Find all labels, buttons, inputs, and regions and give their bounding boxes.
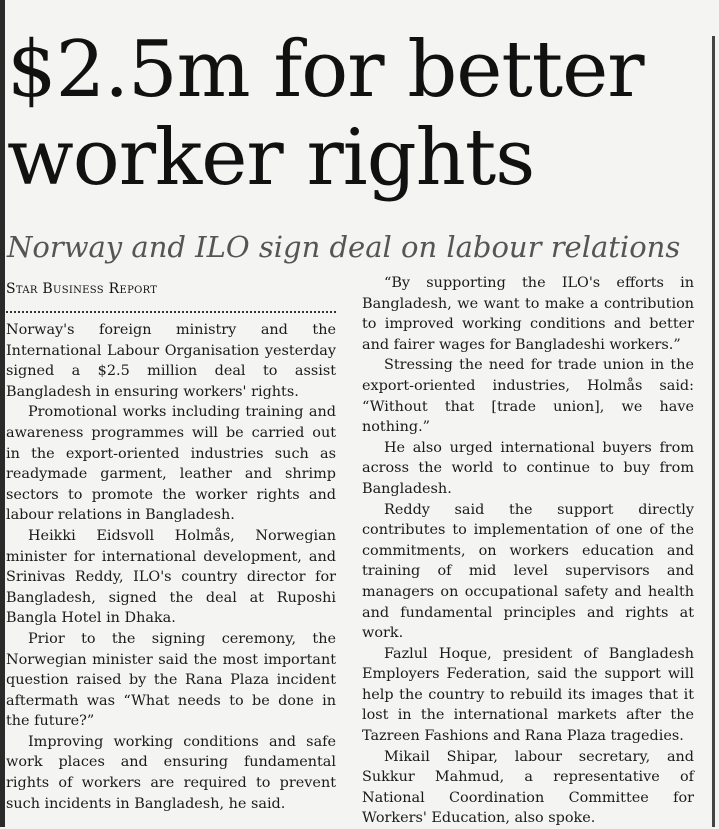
paragraph: Norway's foreign ministry and the International Labour Organisation yesterday signed a $2.5 million deal to assist Bangladesh in ensuring workers' rights. (6, 322, 336, 400)
article-column-left (6, 320, 336, 814)
paragraph: Improving working conditions and safe work places and ensuring fundamental rights of workers are required to prevent such incidents in Bangladesh, he said. (6, 733, 336, 812)
column-rule-right (712, 36, 715, 827)
article-column-right (362, 273, 694, 829)
subheadline: Norway and ILO sign deal on labour relations (7, 230, 681, 264)
page-left-edge (0, 0, 5, 827)
paragraph: Mikail Shipar, labour secretary, and Sukkur Mahmud, a representative of National Coordination Committee for Workers' Education, also spoke. (362, 748, 694, 827)
byline: Star Business Report (6, 281, 158, 297)
paragraph: Stressing the need for trade union in the export-oriented industries, Holmås said: “Without that [trade union], we have nothing.” (362, 357, 694, 436)
paragraph: “By supporting the ILO's efforts in Bangladesh, we want to make a contribution to improved working conditions and better and fairer wages for Bangladeshi workers.” (362, 275, 694, 353)
byline-divider (6, 311, 336, 313)
paragraph: Reddy said the support directly contributes to implementation of one of the commitments, on workers education and training of mid level supervisors and managers on occupational safety and health and fundamental principles and rights at work. (362, 501, 694, 642)
paragraph: Promotional works including training and awareness programmes will be carried out in the export-oriented industries such as readymade garment, leather and shrimp sectors to promote the worker rights and labour relations in Bangladesh. (6, 404, 336, 524)
headline: $2.5m for better worker rights (7, 25, 644, 203)
paragraph: He also urged international buyers from across the world to continue to buy from Bangladesh. (362, 439, 694, 497)
paragraph: Heikki Eidsvoll Holmås, Norwegian minister for international development, and Srinivas Reddy, ILO's country director for Bangladesh, signed the deal at Ruposhi Bangla Hotel in Dhaka. (6, 527, 336, 627)
paragraph: Fazlul Hoque, president of Bangladesh Employers Federation, said the support will help the country to rebuild its images that it lost in the international markets after the Tazreen Fashions and Rana Plaza tragedies. (362, 645, 694, 745)
paragraph: Prior to the signing ceremony, the Norwegian minister said the most important question raised by the Rana Plaza incident aftermath was “What needs to be done in the future?” (6, 630, 336, 730)
